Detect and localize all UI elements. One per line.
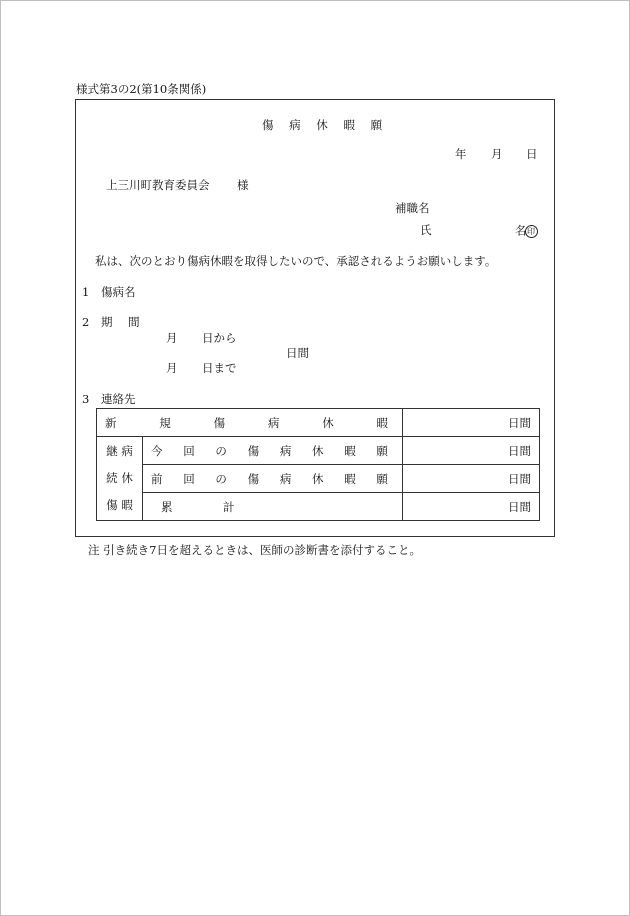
section1-label: 傷病名	[101, 285, 136, 299]
name-label-first: 氏	[420, 223, 432, 237]
table-row-new-leave	[97, 409, 540, 437]
footnote: 注 引き続き7日を超えるときは、医師の診断書を添付すること。	[88, 543, 421, 557]
total-days: 日間	[286, 346, 309, 360]
label-char: の	[215, 471, 227, 486]
label-char: 暇	[344, 443, 356, 458]
table-row-current-application	[97, 437, 540, 465]
from-day: 日から	[202, 331, 237, 345]
name-label-second	[515, 225, 538, 238]
section2-number: 2	[82, 315, 90, 329]
name-label-second-text: 名	[515, 223, 527, 238]
cumulative-days: 日間	[403, 493, 540, 521]
label-char: 傷	[247, 443, 260, 458]
previous-application-days: 日間	[403, 465, 540, 493]
day-label: 日	[526, 147, 538, 161]
previous-application-label	[143, 465, 403, 493]
continuing-leave-group-label	[97, 437, 143, 521]
label-char: 願	[376, 443, 388, 458]
cumulative-label	[143, 493, 403, 521]
form-label: 様式第3の2(第10条関係)	[76, 82, 207, 96]
to-month: 月	[166, 361, 178, 375]
section3-number: 3	[82, 392, 90, 406]
label-char: 回	[183, 443, 195, 458]
label-char: 休	[322, 415, 334, 430]
current-application-days: 日間	[403, 437, 540, 465]
label-char: の	[215, 443, 227, 458]
label-char: 規	[159, 415, 171, 430]
form-title: 傷 病 休 暇 願	[262, 118, 389, 132]
table-row-cumulative	[97, 493, 540, 521]
table-row-previous-application	[97, 465, 540, 493]
seal-mark: 印	[525, 225, 538, 238]
addressee-name: 上三川町教育委員会	[106, 178, 210, 192]
section2-label: 期 間	[101, 315, 146, 329]
group-label-line: 継 病	[106, 444, 133, 458]
month-label: 月	[491, 147, 503, 161]
group-label-line: 傷 暇	[106, 498, 133, 512]
label-char: 休	[312, 471, 324, 486]
label-char: 前	[151, 471, 163, 486]
leave-days-table	[96, 408, 540, 521]
label-char: 願	[376, 471, 388, 486]
label-char: 累	[161, 499, 173, 514]
request-text: 私は、次のとおり傷病休暇を取得したいので、承認されるようお願いします。	[95, 254, 497, 268]
to-day: 日まで	[202, 361, 237, 375]
label-char: 病	[279, 471, 292, 486]
label-char: 傷	[247, 471, 260, 486]
section3-label: 連絡先	[101, 392, 136, 406]
label-char: 新	[105, 415, 117, 430]
label-char: 計	[223, 499, 235, 514]
from-month: 月	[166, 331, 178, 345]
label-char: 暇	[344, 471, 356, 486]
label-char: 病	[267, 415, 280, 430]
current-application-label	[143, 437, 403, 465]
label-char: 回	[183, 471, 195, 486]
label-char: 暇	[376, 415, 388, 430]
label-char: 病	[279, 443, 292, 458]
position-label: 補職名	[395, 201, 430, 215]
label-char: 休	[312, 443, 324, 458]
section1-number: 1	[82, 285, 90, 299]
new-leave-days: 日間	[403, 409, 540, 437]
label-char: 今	[151, 443, 163, 458]
group-label-line: 続 休	[106, 471, 133, 485]
addressee-honorific: 様	[237, 178, 249, 192]
year-label: 年	[455, 147, 467, 161]
label-char: 傷	[213, 415, 226, 430]
new-leave-label	[97, 409, 403, 437]
